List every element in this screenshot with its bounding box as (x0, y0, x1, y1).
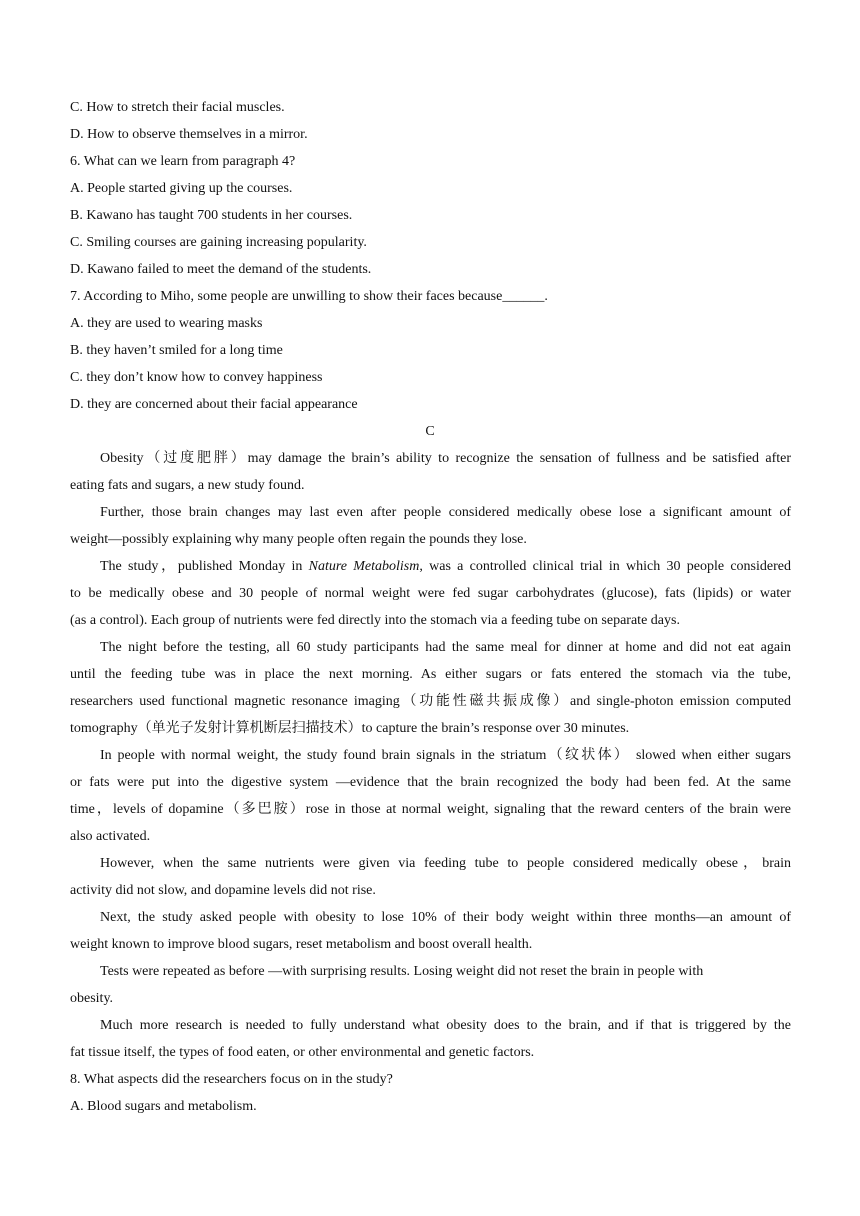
passage-line: fat tissue itself, the types of food eaten, or other environmental and genetic factors. (70, 1045, 535, 1060)
passage-line (100, 558, 791, 576)
q6-option-c: C. Smiling courses are gaining increasing popularity. (70, 235, 367, 250)
q7-option-d: D. they are concerned about their facial appearance (70, 397, 358, 412)
passage-line: also activated. (70, 829, 151, 844)
passage-line: However, when the same nutrients were given via feeding tube to people considered medically obese，brain (100, 856, 791, 871)
q6-stem: 6. What can we learn from paragraph 4? (70, 154, 296, 169)
passage-line: time，levels of dopamine（多巴胺）rose in those at normal weight, signaling that the reward centers of the brain were (70, 802, 791, 817)
q5-option-c: C. How to stretch their facial muscles. (70, 100, 285, 115)
passage-text: , was a controlled clinical trial in which 30 people considered (419, 559, 791, 574)
q5-option-d: D. How to observe themselves in a mirror. (70, 127, 308, 142)
passage-line: obesity. (70, 991, 114, 1006)
passage-line: Obesity（过度肥胖）may damage the brain’s ability to recognize the sensation of fullness and be satisfied after (100, 451, 791, 466)
passage-line: Next, the study asked people with obesity to lose 10% of their body weight within three months—an amount of (100, 910, 791, 925)
passage-text: The study，published Monday in (100, 559, 309, 574)
passage-line: In people with normal weight, the study found brain signals in the striatum（纹状体） slowed when either sugars (100, 748, 791, 763)
passage-line: (as a control). Each group of nutrients were fed directly into the stomach via a feeding tube on separate days. (70, 613, 680, 628)
q7-option-a: A. they are used to wearing masks (70, 316, 263, 331)
q6-option-d: D. Kawano failed to meet the demand of the students. (70, 262, 372, 277)
passage-line: The night before the testing, all 60 study participants had the same meal for dinner at home and did not eat again (100, 640, 791, 655)
passage-line: tomography（单光子发射计算机断层扫描技术）to capture the brain’s response over 30 minutes. (70, 721, 630, 736)
passage-line: weight—possibly explaining why many people often regain the pounds they lose. (70, 532, 527, 547)
q7-stem: 7. According to Miho, some people are unwilling to show their faces because______. (70, 289, 548, 304)
passage-line: activity did not slow, and dopamine levels did not rise. (70, 883, 376, 898)
journal-title: Nature Metabolism (308, 559, 420, 574)
q7-option-c: C. they don’t know how to convey happiness (70, 370, 323, 385)
passage-line: weight known to improve blood sugars, reset metabolism and boost overall health. (70, 937, 533, 952)
passage-line: eating fats and sugars, a new study found. (70, 478, 305, 493)
passage-line: researchers used functional magnetic resonance imaging（功能性磁共振成像）and single-photon emission computed (70, 694, 791, 709)
passage-line: to be medically obese and 30 people of normal weight were fed sugar carbohydrates (glucose), fats (lipids) or water (70, 586, 791, 601)
passage-line: until the feeding tube was in place the next morning. As either sugars or fats entered the stomach via the tube, (70, 667, 791, 682)
q7-option-b: B. they haven’t smiled for a long time (70, 343, 283, 358)
section-heading: C (425, 424, 435, 439)
passage-line: Much more research is needed to fully understand what obesity does to the brain, and if that is triggered by the (100, 1018, 791, 1033)
passage-line: Tests were repeated as before —with surprising results. Losing weight did not reset the brain in people with (100, 964, 704, 979)
passage-line: or fats were put into the digestive system —evidence that the brain recognized the body had been fed. At the same (70, 775, 791, 790)
q8-option-a: A. Blood sugars and metabolism. (70, 1099, 257, 1114)
passage-line: Further, those brain changes may last even after people considered medically obese lose a significant amount of (100, 505, 791, 520)
q8-stem: 8. What aspects did the researchers focus on in the study? (70, 1072, 393, 1087)
q6-option-a: A. People started giving up the courses. (70, 181, 293, 196)
q6-option-b: B. Kawano has taught 700 students in her courses. (70, 208, 353, 223)
